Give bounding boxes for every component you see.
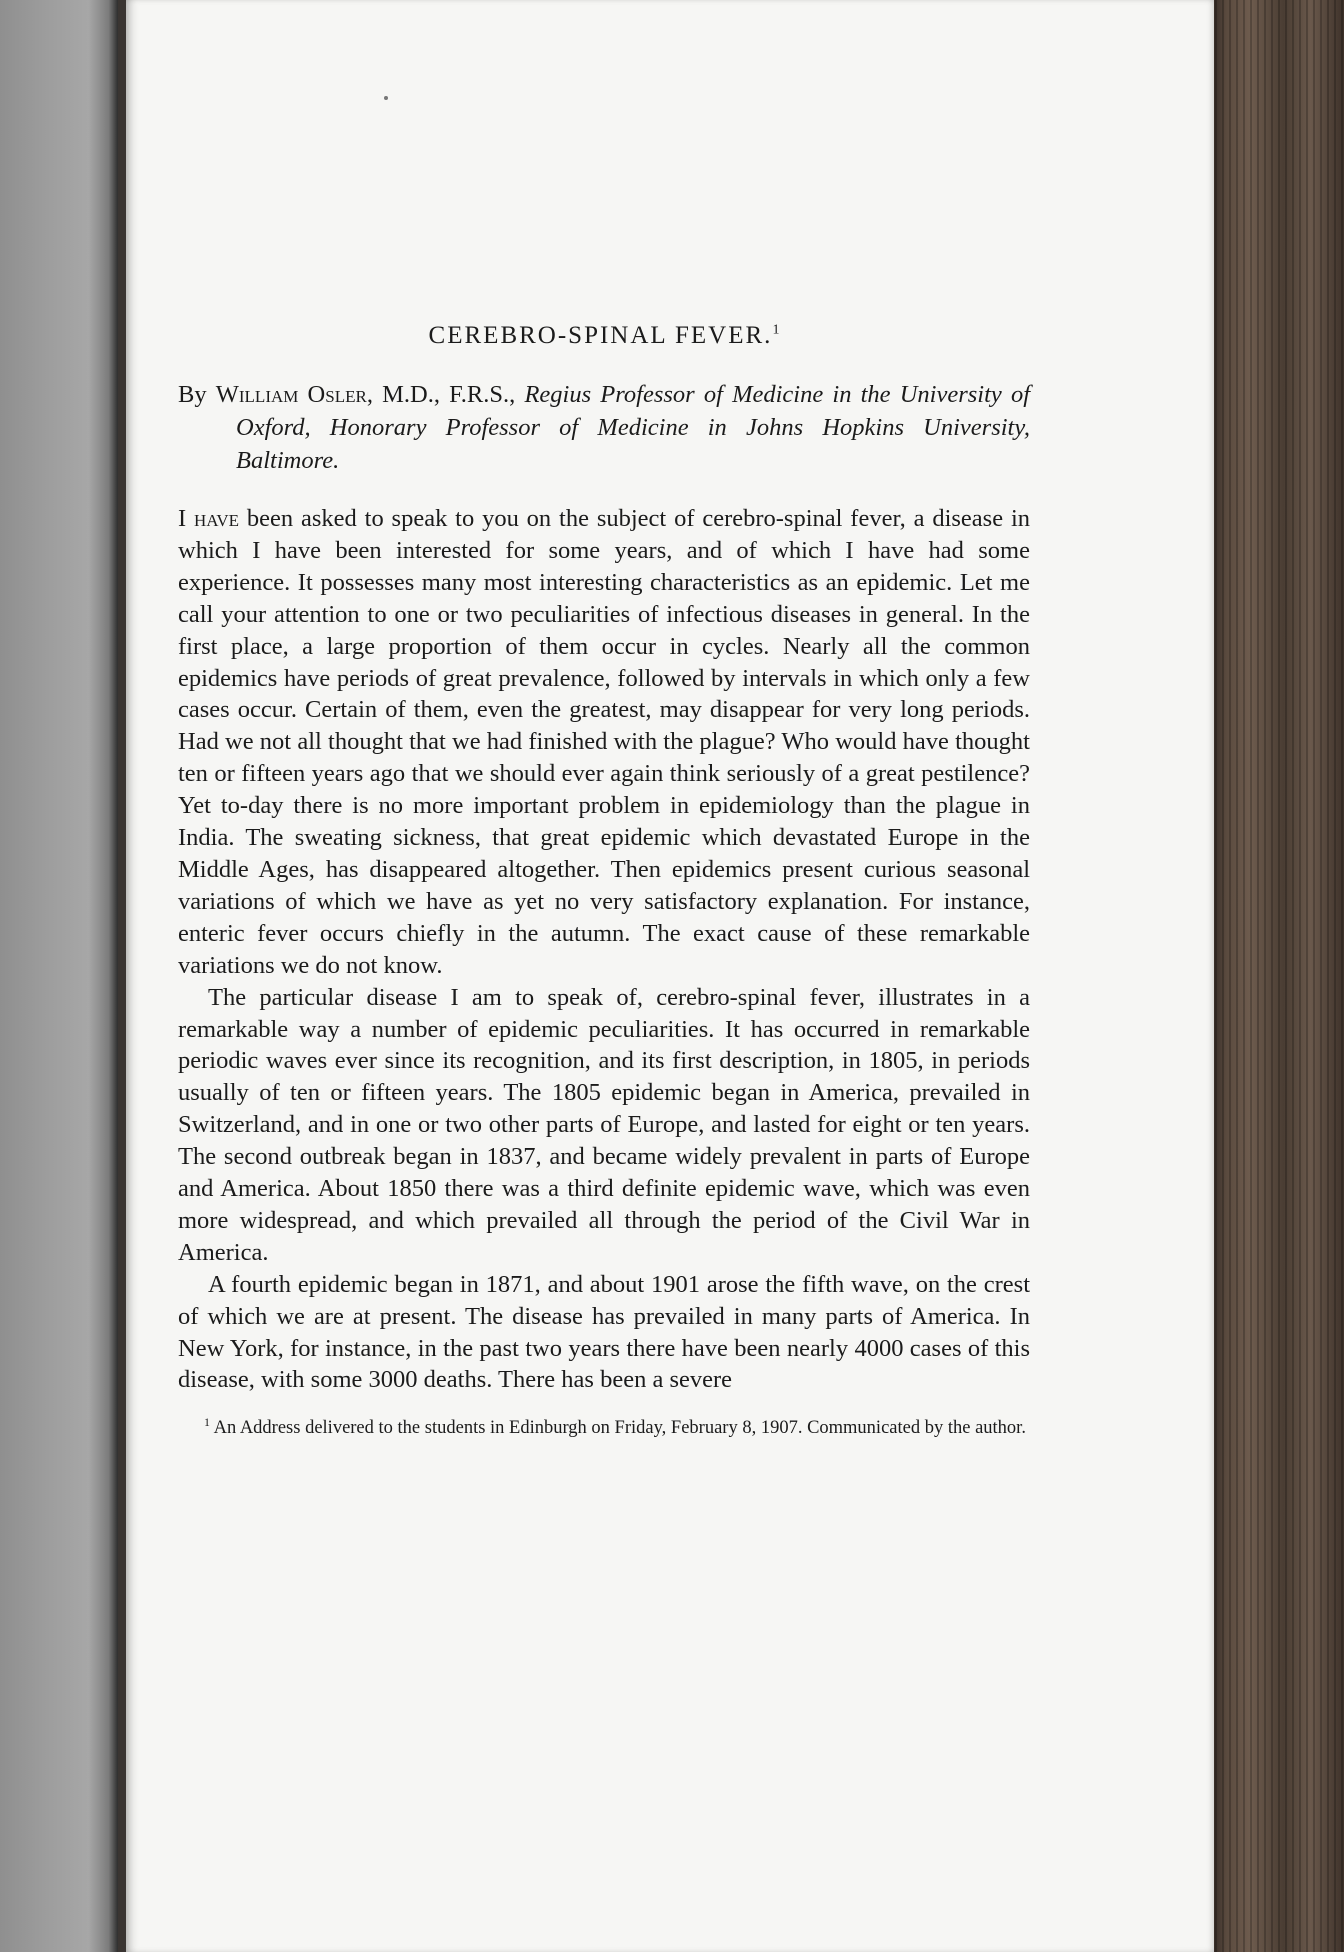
author-name: William Osler bbox=[215, 381, 367, 408]
footnote bbox=[178, 1410, 1030, 1441]
byline-prefix: By bbox=[178, 381, 207, 408]
footnote-reference: 1 bbox=[772, 322, 780, 338]
author-credentials: , M.D., F.R.S., bbox=[366, 381, 516, 408]
footnote-mark: 1 bbox=[204, 1415, 210, 1430]
paper-speck bbox=[384, 96, 388, 100]
paragraph-1 bbox=[178, 503, 1030, 982]
book-fore-edge bbox=[1210, 0, 1344, 1952]
article-title bbox=[178, 322, 1030, 350]
author-affiliation: Regius Professor of Medicine in the University of Oxford, Honorary Professor of Medicine in Johns Hopkins University, Baltimore. bbox=[236, 381, 1030, 474]
paragraph-3: A fourth epidemic began in 1871, and about 1901 arose the fifth wave, on the crest of which we are at present. The disease has prevailed in many parts of America. In New York, for instance, in the past two years there have been nearly 4000 cases of this disease, with some 3000 deaths. There has been a severe bbox=[178, 1270, 1030, 1394]
left-page-edge bbox=[0, 0, 118, 1952]
opening-word: I have bbox=[178, 505, 240, 532]
article-title-text: CEREBRO-SPINAL FEVER. bbox=[428, 322, 773, 349]
paragraph-1-text: been asked to speak to you on the subject of cerebro-spinal fever, a disease in which I have been interested for some years, and of which I have had some experience. It possesses many most interesting characteristics as an epidemic. Let me call your attention to one or two peculiarities of infectious diseases in general. In the first place, a large proportion of them occur in cycles. Nearly all the common epidemics have periods of great prevalence, followed by intervals in which only a few cases occur. Certain of them, even the greatest, may disappear for very long periods. Had we not all thought that we had finished with the plague? Who would have thought ten or fifteen years ago that we should ever again think seriously of a great pestilence? Yet to-day there is no more important problem in epidemiology than the plague in India. The sweating sickness, that great epidemic which devastated Europe in the Middle Ages, has disappeared altogether. Then epidemics present curious seasonal variations of which we have as yet no very satisfactory explanation. For instance, enteric fever occurs chiefly in the autumn. The exact cause of these remarkable variations we do not know. bbox=[178, 505, 1030, 979]
article-body bbox=[178, 322, 1030, 1460]
paragraph-2: The particular disease I am to speak of, cerebro-spinal fever, illustrates in a remarkable way a number of epidemic peculiarities. It has occurred in remarkable periodic waves ever since its recognition, and its first description, in 1805, in periods usually of ten or fifteen years. The 1805 epidemic began in America, prevailed in Switzerland, and in one or two other parts of Europe, and lasted for eight or ten years. The second outbreak began in 1837, and became widely prevalent in parts of Europe and America. About 1850 there was a third definite epidemic wave, which was even more widespread, and which prevailed all through the period of the Civil War in America. bbox=[178, 983, 1030, 1266]
byline bbox=[178, 378, 1030, 477]
footnote-text: An Address delivered to the students in Edinburgh on Friday, February 8, 1907. Communicated by the author. bbox=[210, 1418, 1026, 1439]
book-page bbox=[126, 0, 1214, 1952]
